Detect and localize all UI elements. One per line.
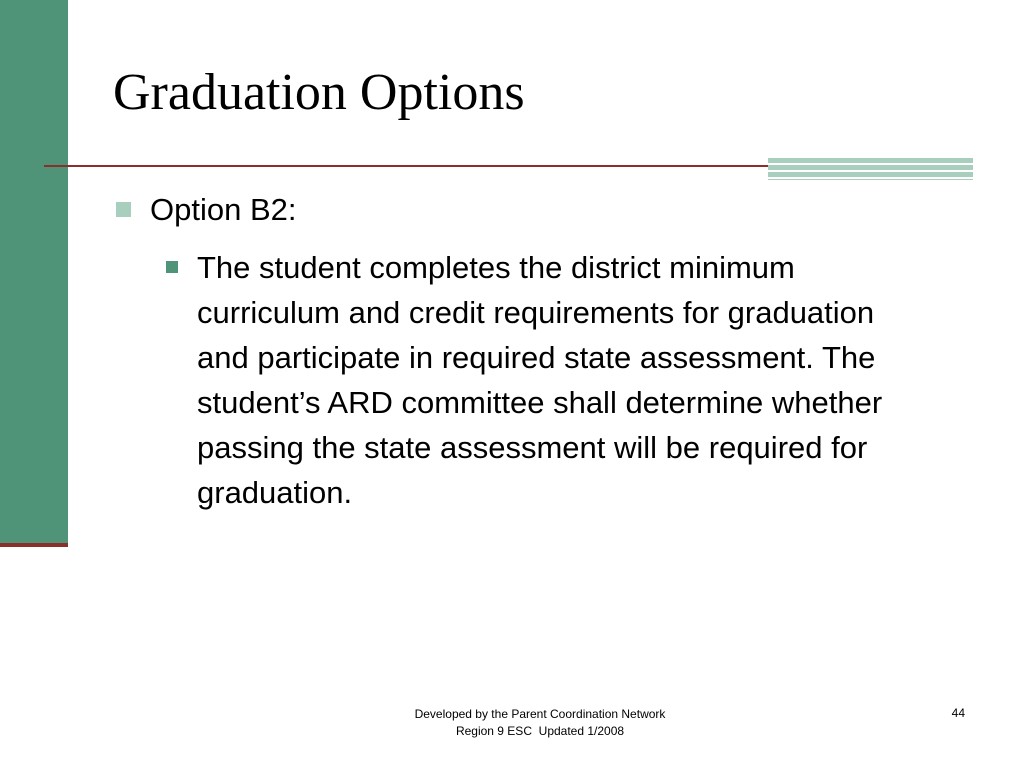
bullet-level-2 bbox=[166, 245, 926, 515]
square-bullet-icon bbox=[116, 202, 131, 217]
bullet-level-1 bbox=[116, 190, 296, 230]
square-sub-bullet-icon bbox=[166, 261, 178, 273]
title-accent-stripes bbox=[768, 158, 973, 180]
slide-footer bbox=[340, 706, 740, 740]
slide-title: Graduation Options bbox=[113, 64, 525, 121]
left-bar-bottom-rule bbox=[0, 543, 68, 547]
bullet-level-1-text: Option B2: bbox=[150, 192, 297, 227]
footer-line-2: Region 9 ESC Updated 1/2008 bbox=[455, 723, 625, 738]
footer-line-1: Developed by the Parent Coordination Network bbox=[414, 707, 666, 721]
bullet-level-2-text: The student completes the district minimum curriculum and credit requirements for graduation and participate in required state assessment. The student’s ARD committee shall determine whether passing the state assessment will be required for graduation. bbox=[197, 250, 883, 510]
left-decorative-bar bbox=[0, 0, 68, 545]
slide-page-number: 44 bbox=[951, 706, 965, 720]
